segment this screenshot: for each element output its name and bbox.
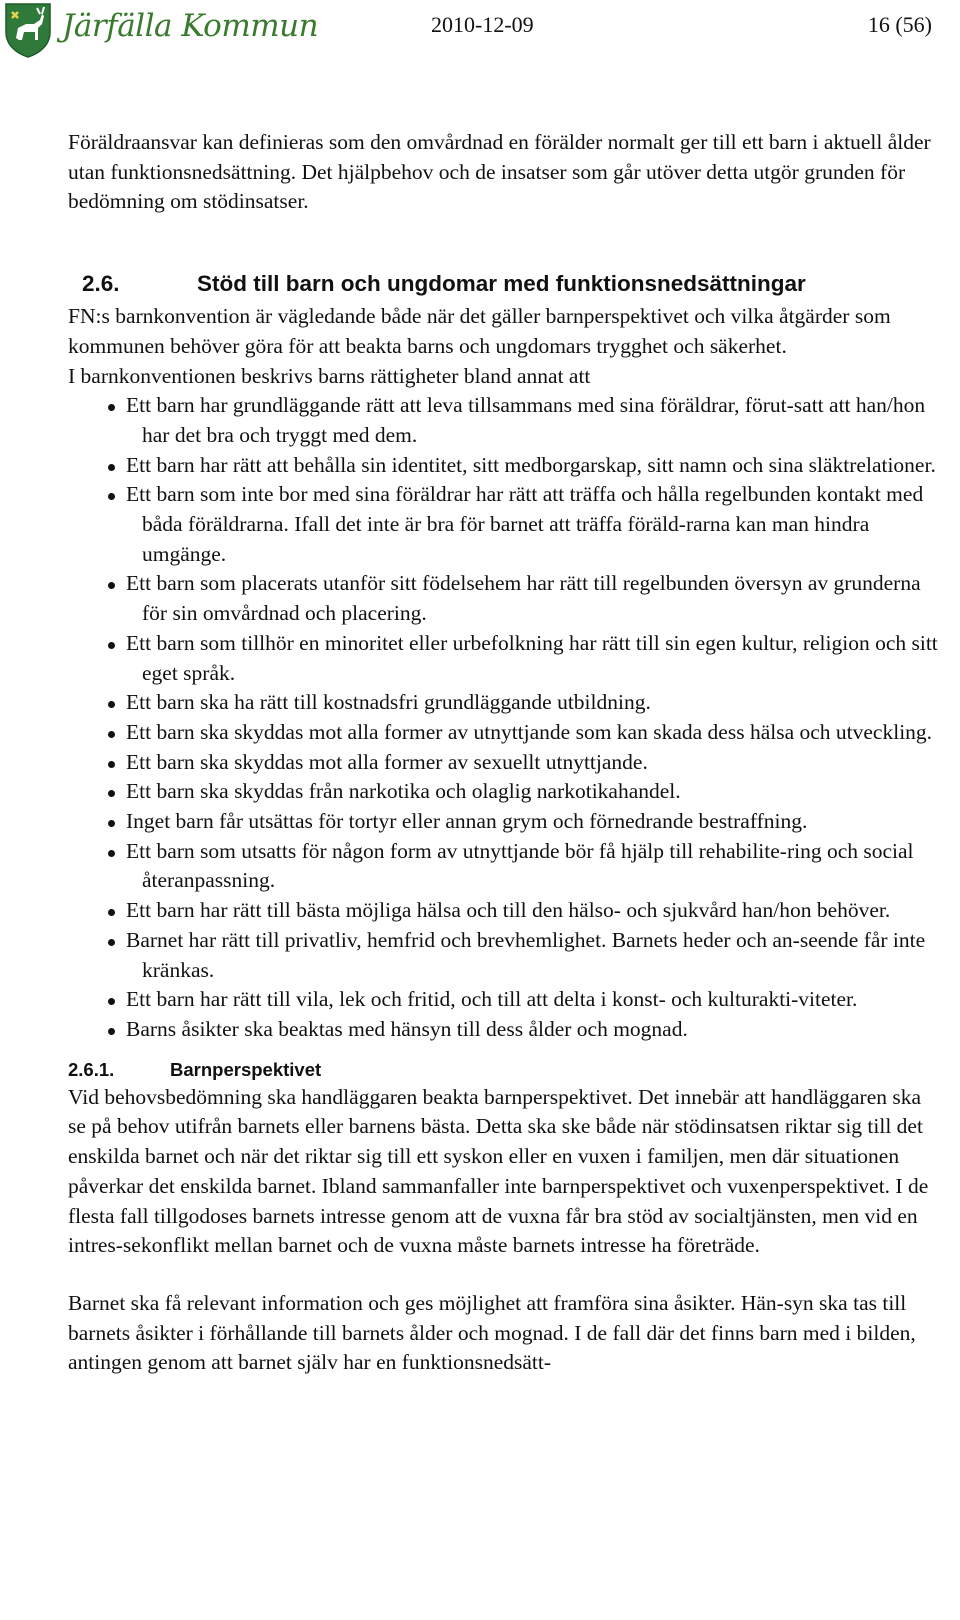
section-number: 2.6. [82,271,120,297]
subsection-title: Barnperspektivet [170,1058,322,1080]
bullet-icon [108,701,115,708]
list-item: Ett barn ska skyddas mot alla former av utnyttjande som kan skada dess hälsa och utveckling. [68,718,938,748]
section-title: Stöd till barn och ungdomar med funktionsnedsättningar [197,271,806,297]
bullet-icon [108,761,115,768]
intro-paragraph: Föräldraansvar kan definieras som den omvårdnad en förälder normalt ger till ett barn i aktuell ålder utan funktionsnedsättning. Det hjälpbehov och de insatser som går utöver detta utgör grunden för bedömning om stödinsatser. [68,130,931,214]
logo-wordmark: Järfälla Kommun [62,8,319,44]
subsection-paragraph-2: Barnet ska få relevant information och ges möjlighet att framföra sina åsikter. Hän-syn ska tas till barnets åsikter i förhållande till barnets ålder och mognad. I de fall där det finns barn med i bilden, antingen genom att barnet själv har en funktionsnedsätt- [68,1290,916,1375]
bullet-icon [108,909,115,916]
list-item: Ett barn ska ha rätt till kostnadsfri grundläggande utbildning. [68,688,938,718]
bullet-icon [108,820,115,827]
subsection-paragraph: Vid behovsbedömning ska handläggaren beakta barnperspektivet. Det innebär att handläggaren ska se på behov utifrån barnets eller barnens bästa. Detta ska ske både när stödinsatsen riktar sig till det enskilda barnet och när det riktar sig till ett syskon eller en vuxen i familjen, men där situationen påverkar det enskilda barnet. Ibland sammanfaller inte barnperspektivet och vuxenperspektivet. I de flesta fall tillgodoses barnets intresse genom att de vuxna får bra stöd av socialtjänsten, men vid en intres-sekonflikt mellan barnet och de vuxna måste barnets intresse ha företräde. [68,1084,929,1258]
bullet-icon [108,731,115,738]
section-heading [68,269,938,299]
bullet-icon [108,582,115,589]
bullet-icon [108,642,115,649]
section-paragraph: FN:s barnkonvention är vägledande både när det gäller barnperspektivet och vilka åtgärder som kommunen behöver göra för att beakta barns och ungdomars trygghet och säkerhet. [68,304,891,358]
bullet-icon [108,1028,115,1035]
list-item: Ett barn ska skyddas från narkotika och olaglig narkotikahandel. [68,777,938,807]
bullet-icon [108,464,115,471]
list-item: Ett barn har rätt till vila, lek och fritid, och till att delta i konst- och kulturakti-viteter. [68,985,938,1015]
bullet-icon [108,939,115,946]
page-number: 16 (56) [867,12,932,37]
list-item: Ett barn som tillhör en minoritet eller urbefolkning har rätt till sin egen kultur, religion och sitt eget språk. [68,629,938,688]
bullet-icon [108,404,115,411]
list-item: Ett barn som utsatts för någon form av utnyttjande bör få hjälp till rehabilite-ring och social återanpassning. [68,837,938,896]
municipality-logo [4,2,319,60]
list-item: Ett barn har grundläggande rätt att leva tillsammans med sina föräldrar, förut-satt att han/hon har det bra och tryggt med dem. [68,391,938,450]
document-body [68,128,938,1378]
bullet-icon [108,493,115,500]
subsection-number: 2.6.1. [68,1058,115,1080]
list-item: Barnet har rätt till privatliv, hemfrid och brevhemlighet. Barnets heder och an-seende får inte kränkas. [68,926,938,985]
list-item: Ett barn har rätt att behålla sin identitet, sitt medborgarskap, sitt namn och sina släktrelationer. [68,451,938,481]
list-item: Ett barn ska skyddas mot alla former av sexuellt utnyttjande. [68,748,938,778]
list-item: Ett barn har rätt till bästa möjliga hälsa och till den hälso- och sjukvård han/hon behöver. [68,896,938,926]
subsection-heading [68,1057,938,1083]
list-item: Ett barn som placerats utanför sitt födelsehem har rätt till regelbunden översyn av grunderna för sin omvårdnad och placering. [68,569,938,628]
bullet-icon [108,790,115,797]
coat-of-arms-icon [4,2,52,58]
bullet-icon [108,850,115,857]
page-header [0,0,960,60]
section-lead-in: I barnkonventionen beskrivs barns rättigheter bland annat att [68,363,591,388]
bullet-icon [108,998,115,1005]
document-date: 2010-12-09 [431,12,534,37]
rights-list [68,391,938,1044]
list-item: Inget barn får utsättas för tortyr eller annan grym och förnedrande bestraffning. [68,807,938,837]
list-item: Ett barn som inte bor med sina föräldrar har rätt att träffa och hålla regelbunden kontakt med båda föräldrarna. Ifall det inte är bra för barnet att träffa föräld-rarna kan man hindra umgänge. [68,480,938,569]
list-item: Barns åsikter ska beaktas med hänsyn till dess ålder och mognad. [68,1015,938,1045]
